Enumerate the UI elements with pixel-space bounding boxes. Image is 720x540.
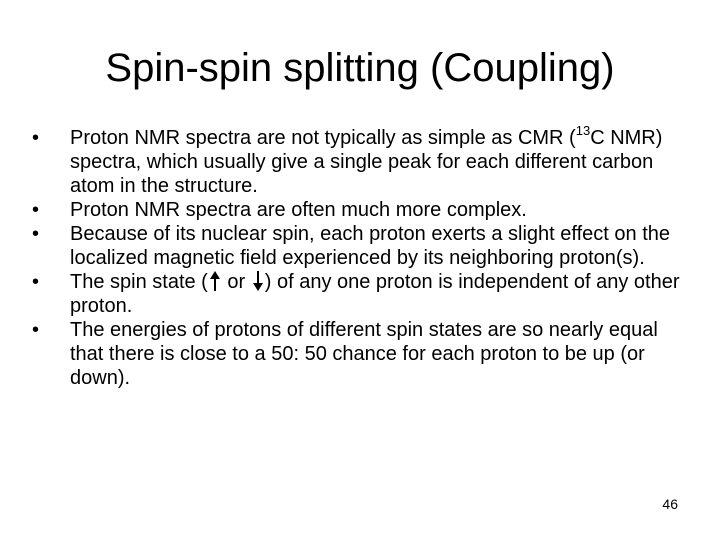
superscript-13: 13 [575,123,591,139]
bullet-item [30,318,680,390]
bullet-text-part: Proton NMR spectra are not typically as simple as CMR ( [70,127,576,149]
bullet-item [30,222,680,270]
bullet-text: Because of its nuclear spin, each proton exerts a slight effect on the localized magnetic field experienced by its neighboring proton(s). [70,223,670,269]
bullet-text-part: C NMR) spectra, which usually give a single peak for each different carbon atom in the structure. [70,127,663,197]
page-number: 46 [662,496,678,512]
bullet-text-part: or [221,271,251,293]
bullet-item [30,198,680,222]
bullet-text-part: The spin state ( [70,271,208,293]
arrow-up-icon [208,270,222,292]
bullet-text-part: ) of any one proton is independent of any other proton. [70,271,680,317]
bullet-text: The energies of protons of different spin states are so nearly equal that there is close to a 50: 50 chance for each proton to be up (or down). [70,319,658,389]
arrow-down-icon [251,270,265,292]
bullet-list [30,123,680,390]
slide-title: Spin-spin splitting (Coupling) [105,46,615,90]
bullet-item [30,270,680,318]
bullet-item [30,123,680,198]
bullet-text: Proton NMR spectra are often much more complex. [70,199,527,221]
